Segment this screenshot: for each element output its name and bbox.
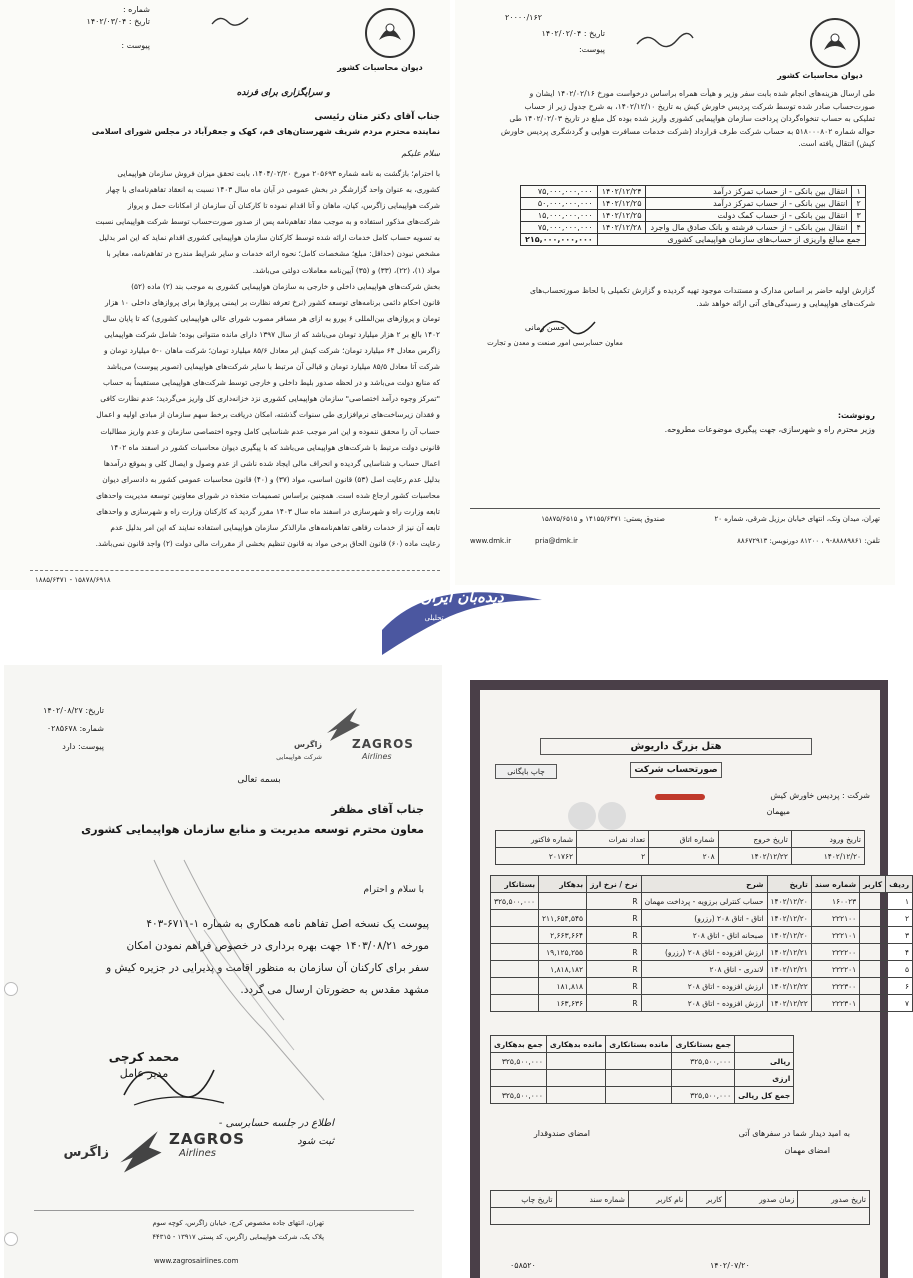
- brand-en: ZAGROS: [352, 737, 414, 751]
- column-header: شماره سند: [811, 876, 859, 893]
- cell-credit: [491, 944, 539, 961]
- cell-debit: ۱,۸۱۸,۱۸۲: [539, 961, 587, 978]
- doc-zagros-letter: [4, 665, 442, 1278]
- row-date: ۱۴۰۲/۱۲/۲۵: [597, 210, 646, 222]
- cell-credit: ۳۲۵,۵۰۰,۰۰۰: [491, 893, 539, 910]
- summary-value: [491, 1070, 547, 1087]
- body-line: "تمرکز وجوه درآمد اختصاصی" سازمان هواپیمایی کشوری نزد خزانه‌داری کل واریز می‌گردید؛ عدم نظارت کافی: [100, 394, 440, 404]
- guest-info-value: ۲۰۸: [649, 848, 719, 865]
- row-amount: ۵۰,۰۰۰,۰۰۰,۰۰۰: [521, 198, 598, 210]
- cell-debit: ۱۹,۱۲۵,۲۵۵: [539, 944, 587, 961]
- body-line: مشخص نبودن (حداقل: مبلغ؛ مشخصات کامل؛ نحوه ارائه خدمات و سایر شرایط مندرج در تفاهم‌نامه، مغایر با: [106, 249, 440, 259]
- recipient-title: نماینده محترم مردم شریف شهرستان‌های قم، کهک و جعفرآباد در مجلس شورای اسلامی: [91, 127, 440, 136]
- body-line: به تسویه حساب کامل خدمات ارائه شده توسط کارکنان سازمان هواپیمایی کشوری اقدام نماید که این امر بدلیل: [99, 233, 440, 243]
- hotel-name: هتل بزرگ داریوش: [540, 738, 812, 755]
- cell-no: ۵: [886, 961, 913, 978]
- body-line: قانون احکام دائمی برنامه‌های توسعه کشور (نرخ تعرفه نظارت بر ایمنی پروازها برای پروازهای داخلی ۱۰ هزار: [104, 297, 440, 307]
- summary-header: مانده بدهکاری: [546, 1036, 605, 1053]
- org-name: دیوان محاسبات کشور: [777, 71, 863, 80]
- cell-desc: ارزش افزوده - اتاق ۲۰۸ (رزرو): [641, 944, 767, 961]
- footer-date: ۱۴۰۲/۰۷/۲۰: [710, 1261, 750, 1270]
- punch-hole-icon: [4, 1232, 18, 1246]
- guest-info-value: ۱۴۰۲/۱۲/۲۲: [718, 848, 791, 865]
- brand-en-sub: Airlines: [362, 752, 392, 761]
- cell-doc: ۲۲۲۳۰۱: [811, 995, 859, 1012]
- cell-rate: R: [587, 978, 642, 995]
- intro-line: طی ارسال هزینه‌های انجام شده بابت سفر وزیر و هیأت همراه براساس درخواست مورخ ۱۴۰۲/۰۲/۱۶ ایشان و: [529, 89, 875, 98]
- body-line: که منابع دولت می‌باشد و در لحظه صدور بلیط داخلی و خارجی توسط شرکت‌های هواپیمایی مستقیماً به حساب: [103, 378, 440, 388]
- column-header: بدهکار: [539, 876, 587, 893]
- column-header: شرح: [641, 876, 767, 893]
- cell-rate: R: [587, 893, 642, 910]
- recipient: جناب آقای مظفر: [331, 803, 424, 816]
- body-line: حساب آن را محقق ننموده و این امر موجب عدم شناسایی کامل وجوه اختصاصی سازمان و عدم واریز مطالبات: [100, 426, 440, 436]
- footer-label: نام کاربر: [628, 1191, 686, 1208]
- cell-date: ۱۴۰۲/۱۲/۲۲: [767, 978, 811, 995]
- intro-line: تملیکی به حساب تنخواه‌گردان پرداخت سازمان هواپیمایی کشوری واریز شده بوده کل مبلغ در تاریخ ۱۴۰۲/۰۲/۰۳ طی: [509, 114, 875, 123]
- cell-doc: ۲۲۲۲۰۱: [811, 961, 859, 978]
- body-line: مواد (۱)، (۲۲)، (۳۳) و (۳۵) آیین‌نامه معاملات دولتی می‌باشد.: [252, 265, 440, 275]
- footer-phone: تلفن: ۸۸۸۸۹۸۶۱-۹ ، ۸۱۲۰۰ دورنویس: ۸۸۶۷۲۹۱۳: [737, 537, 880, 545]
- summary-value: [606, 1087, 672, 1104]
- greeting: سلام علیکم: [401, 149, 440, 158]
- closing-line: شرکت‌های هواپیمایی و رسیدگی‌های آتی ارائه خواهد شد.: [696, 298, 875, 308]
- transfer-row: [521, 186, 866, 198]
- brand-fa-sub: شرکت هواپیمایی: [276, 753, 322, 761]
- cell-no: ۲: [886, 910, 913, 927]
- row-amount: ۱۵,۰۰۰,۰۰۰,۰۰۰: [521, 210, 598, 222]
- summary-row: [491, 1087, 794, 1104]
- footer-web: www.zagrosairlines.com: [154, 1257, 239, 1265]
- row-amount: ۷۵,۰۰۰,۰۰۰,۰۰۰: [521, 186, 598, 198]
- summary-value: [546, 1070, 605, 1087]
- total-value: ۲۱۵,۰۰۰,۰۰۰,۰۰۰: [521, 234, 598, 246]
- cell-credit: [491, 995, 539, 1012]
- intro-text: [500, 88, 875, 151]
- cell-user: [860, 995, 886, 1012]
- number-value: ۰۲۸۵۶۷۸: [46, 724, 77, 733]
- heading: بسمه تعالی: [237, 775, 281, 785]
- invoice-row: [491, 944, 913, 961]
- body-line: سفر برای کارکنان آن سازمان به منظور اقامت و پذیرایی در جزیره کیش و: [106, 962, 429, 974]
- column-header: تاریخ: [767, 876, 811, 893]
- body-line: بدلیل عدم رعایت اصل (۵۳) قانون اساسی، مواد (۳۷) و (۴۰) قانون محاسبات عمومی کشور به دادسرای دیوان: [102, 474, 440, 484]
- cell-date: ۱۴۰۲/۱۲/۲۰: [767, 910, 811, 927]
- body-line: مشهد مقدس به حضورتان ارسال می گردد.: [240, 984, 429, 996]
- summary-value: ۳۲۵,۵۰۰,۰۰۰: [672, 1087, 735, 1104]
- cell-doc: ۱۶۰۰۲۳: [811, 893, 859, 910]
- cell-user: [860, 893, 886, 910]
- row-date: ۱۴۰۲/۱۲/۲۸: [597, 222, 646, 234]
- body-line: رعایت ماده (۶۰) قانون الحاق برخی مواد به قانون تنظیم بخشی از مقررات مالی دولت (۲) واجد قانون نمی‌باشد.: [95, 539, 440, 549]
- guest-info-value: ۲۰۱۷۶۲: [496, 848, 577, 865]
- cell-rate: R: [587, 995, 642, 1012]
- summary-value: [606, 1070, 672, 1087]
- summary-label: جمع کل ریالی: [735, 1087, 794, 1104]
- date-value: ۱۴۰۲/۰۲/۰۴: [541, 29, 582, 38]
- invoice-row: [491, 961, 913, 978]
- footer-divider: [30, 570, 440, 571]
- doc-audit-letter-left: [0, 0, 450, 590]
- cell-date: ۱۴۰۲/۱۲/۲۲: [767, 995, 811, 1012]
- cell-date: ۱۴۰۲/۱۲/۲۱: [767, 961, 811, 978]
- intro-line: حواله شماره ۵۱۸۰۰۰۸۰۲ به حساب شرکت طرف قرارداد (شرکت خدمات مسافرت هوایی و گردشگری پردیس خاورش: [500, 126, 875, 136]
- summary-value: ۳۲۵,۵۰۰,۰۰۰: [491, 1087, 547, 1104]
- handwritten-note: و سرایگزاری برای فرنده: [236, 88, 330, 98]
- company-value: پردیس خاورش کیش: [770, 791, 840, 800]
- cashier-signature-label: امضای صندوقدار: [533, 1129, 590, 1138]
- cell-user: [860, 944, 886, 961]
- date-label: تاریخ :: [583, 29, 605, 38]
- cell-no: ۶: [886, 978, 913, 995]
- stamp-brand-fa: زاگرس: [63, 1145, 109, 1160]
- body-line: شرکت آتا معادل ۸۵/۵ میلیارد تومان و قبالی آن مرتبط با سایر شرکت‌های هواپیمایی (تصویر پیوست) می‌باشد: [106, 362, 440, 372]
- intro-line: کیش) انتقال یافته است.: [798, 139, 875, 148]
- body-line: تابعه آن نیز از خدمات رفاهی تفاهم‌نامه‌های مارالذکر سازمان هواپیمایی استفاده نمایند که این امر بدلیل عدم: [110, 523, 440, 533]
- body-line: شرکت‌های مذکور استفاده و به موجب مفاد تفاهم‌نامه پس از صدور صورت‌حساب توسط شرکت هواپیمایی نسبت: [95, 217, 440, 227]
- emblem-icon: [365, 8, 415, 58]
- guest-info-label: تاریخ خروج: [718, 831, 791, 848]
- body-line: پیوست یک نسخه اصل تفاهم نامه همکاری به شماره ۱-۶۷۱۱-۴۰۳: [146, 918, 429, 930]
- footer-label: کاربر: [687, 1191, 726, 1208]
- guest-info-value: ۱۴۰۲/۱۲/۲۰: [791, 848, 864, 865]
- guest-signature-label: امضای مهمان: [784, 1146, 830, 1155]
- invoice-table: [490, 875, 913, 1012]
- cell-credit: [491, 910, 539, 927]
- footer-address: تهران، انتهای جاده مخصوص کرج، خیابان زاگرس، کوچه سوم: [152, 1219, 324, 1227]
- cell-doc: ۲۲۲۳۰۰: [811, 978, 859, 995]
- greeting: با سلام و احترام: [363, 885, 424, 895]
- column-header: ردیف: [886, 876, 913, 893]
- number-label: شماره:: [79, 724, 104, 733]
- cell-date: ۱۴۰۲/۱۲/۲۰: [767, 893, 811, 910]
- cell-user: [860, 961, 886, 978]
- guest-info-values-row: [496, 848, 865, 865]
- date-row: [40, 16, 150, 28]
- invoice-row: [491, 927, 913, 944]
- column-header: نرخ / نرخ ارز: [587, 876, 642, 893]
- guest-info-labels-row: [496, 831, 865, 848]
- footer-company: پلاک یک، شرکت هواپیمایی زاگرس، کد پستی ۱۳۹۱۷ - ۴۴۳۱۵: [152, 1233, 324, 1241]
- row-number: ۴: [852, 222, 865, 234]
- summary-label: ریالی: [735, 1053, 794, 1070]
- closing-text: [500, 285, 875, 310]
- attach-label: پیوست:: [77, 742, 104, 751]
- zagros-stamp-icon: [114, 1125, 164, 1179]
- invoice-row: [491, 978, 913, 995]
- recipient-title: معاون محترم توسعه مدیریت و منابع سازمان هواپیمایی کشوری: [81, 823, 424, 836]
- row-description: انتقال بین بانکی - از حساب فرشته و بانک صادق مال واجرد: [646, 222, 852, 234]
- cell-user: [860, 927, 886, 944]
- blur-circle-icon: [568, 802, 596, 830]
- date-label: تاریخ :: [128, 17, 150, 26]
- footer-code: ۰۵۸۵۲۰: [510, 1261, 536, 1270]
- body-line: محاسبات کشور ارجاع شده است. همچنین براساس تصمیمات متخذه در شورای معاونین توسعه مدیریت واحدهای: [96, 490, 440, 500]
- footer-address: تهران، میدان ونک، انتهای خیابان برزیل شرقی، شماره ۲۰: [714, 515, 880, 523]
- summary-row: [491, 1053, 794, 1070]
- cell-date: ۱۴۰۲/۱۲/۲۰: [767, 927, 811, 944]
- transfer-total-row: [521, 234, 866, 246]
- body-line: شرکت هواپیمایی زاگرس، کیان، ماهان و آتا اقدام نموده تا کارکنان آن سازمان از امکانات حمل و پرواز: [127, 201, 440, 211]
- recipient: جناب آقای دکتر متان رئیسی: [314, 112, 440, 122]
- summary-value: ۳۲۵,۵۰۰,۰۰۰: [491, 1053, 547, 1070]
- cc-label: رونوشت:: [837, 411, 875, 420]
- watermark-subtitle: پایگاه خبری تحلیلی: [424, 614, 480, 622]
- footer-postbox: صندوق پستی: ۱۴۱۵۵/۶۴۷۱ و ۱۵۸۷۵/۶۵۱۵: [541, 515, 665, 523]
- total-label: جمع مبالغ واریزی از حساب‌های سازمان هواپیمایی کشوری: [597, 234, 865, 246]
- footer-email: pria@dmk.ir: [535, 537, 578, 545]
- cell-rate: R: [587, 944, 642, 961]
- attach-label: پیوست :: [121, 41, 150, 50]
- signature-mark: [210, 12, 250, 34]
- cell-debit: ۲۱۱,۶۵۴,۵۴۵: [539, 910, 587, 927]
- date-row: [505, 28, 605, 40]
- invoice-footer-table: [490, 1190, 870, 1225]
- column-header: کاربر: [860, 876, 886, 893]
- company-label: شرکت :: [841, 791, 870, 800]
- row-amount: ۷۵,۰۰۰,۰۰۰,۰۰۰: [521, 222, 598, 234]
- footer-label: تاریخ صدور: [798, 1191, 870, 1208]
- footer-web: www.dmk.ir: [470, 537, 512, 545]
- date-value: ۱۴۰۲/۰۸/۲۷: [43, 706, 83, 715]
- invoice-row: [491, 910, 913, 927]
- number-label: شماره :: [122, 5, 150, 14]
- guest-info-label: شماره اتاق: [649, 831, 719, 848]
- punch-hole-icon: [4, 982, 18, 996]
- invoice-row: [491, 995, 913, 1012]
- company-row: [680, 790, 870, 802]
- body-line: زاگرس معادل ۶۴ میلیارد تومان؛ شرکت کیش ایر معادل ۸۵/۶ میلیارد تومان؛ شرکت ماهان ۰-۵ میلیارد تومان و: [103, 346, 440, 356]
- guest-info-label: شماره فاکتور: [496, 831, 577, 848]
- blur-circle-icon: [598, 802, 626, 830]
- summary-table: [490, 1035, 794, 1104]
- cell-desc: اتاق - اتاق ۲۰۸ (رزرو): [641, 910, 767, 927]
- cell-rate: R: [587, 927, 642, 944]
- watermark-title: دیده‌بان ایران: [420, 588, 504, 606]
- summary-value: [546, 1087, 605, 1104]
- date-label: تاریخ:: [85, 706, 104, 715]
- cell-desc: ارزش افزوده - اتاق ۲۰۸: [641, 995, 767, 1012]
- cell-user: [860, 978, 886, 995]
- body-line: و فقدان زیرساخت‌های نرم‌افزاری طی سنوات گذشته، امکان دریافت برخط سهم سازمان از مبادی اولیه و اعمال: [96, 410, 440, 420]
- ref-number: ۲۰۰۰۰/۱۶۲: [505, 13, 543, 22]
- attach-label: پیوست:: [578, 45, 605, 54]
- body-line: بخش شرکت‌های هواپیمایی داخلی و خارجی به سازمان هواپیمایی کشوری به موجب بند (۲) ماده (۵۲): [131, 281, 440, 291]
- summary-label: ارزی: [735, 1070, 794, 1087]
- doc-audit-report-right: [455, 0, 895, 585]
- closing-line: گزارش اولیه حاضر بر اساس مدارک و مستندات موجود تهیه گردیده و گزارش تکمیلی با لحاظ صورتحساب‌های: [529, 286, 875, 295]
- cc-text: وزیر محترم راه و شهرسازی، جهت پیگیری موضوعات مطروحه.: [664, 425, 875, 434]
- body-line: با احترام؛ بازگشت به نامه شماره ۲۰۵۶۹۳ مورخ ۱۴۰۴/۰۲/۲۰، بابت تحقق میزان فروش سازمان هواپیمایی: [117, 169, 440, 178]
- cell-no: ۴: [886, 944, 913, 961]
- cell-desc: ارزش افزوده - اتاق ۲۰۸: [641, 978, 767, 995]
- row-description: انتقال بین بانکی - از حساب تمرکز درآمد: [646, 198, 852, 210]
- body-line: تابعه وزارت راه و شهرسازی در اسفند ماه سال ۱۴۰۳ مقرر گردید که کارکنان وزارت راه و شهرسازی و واحدهای: [96, 506, 440, 516]
- summary-row: [491, 1070, 794, 1087]
- guest-label: میهمان: [766, 807, 790, 816]
- row-number: ۱: [852, 186, 865, 198]
- body-line: تومان و پروازهای بین‌المللی ۶ یورو به ازای هر مسافر مصوب شورای عالی هواپیمایی کشوری) که تا پایان سال: [102, 313, 440, 323]
- brand-fa: زاگرس: [293, 740, 322, 749]
- cell-doc: ۲۲۲۲۰۰: [811, 944, 859, 961]
- guest-info-label: تاریخ ورود: [791, 831, 864, 848]
- sign-title: مدیر عامل: [119, 1067, 169, 1080]
- body-line: کشوری، به عنوان واحد گزارشگر در بخش عمومی در آبان ماه سال ۱۴۰۳ نسبت به انعقاد تفاهم‌نامه‌ای با چهار: [106, 185, 440, 195]
- row-description: انتقال بین بانکی - از حساب کمک دولت: [646, 210, 852, 222]
- cell-desc: لاندری - اتاق ۲۰۸: [641, 961, 767, 978]
- summary-header: جمع بدهکاری: [491, 1036, 547, 1053]
- redaction-mark: [655, 794, 705, 800]
- number-row: [24, 723, 104, 735]
- row-number: ۲: [852, 198, 865, 210]
- footer-divider: [470, 508, 880, 509]
- attach-value: دارد: [62, 742, 76, 751]
- signature-mark: [635, 30, 695, 54]
- guest-info-table: [495, 830, 865, 865]
- cell-credit: [491, 978, 539, 995]
- body-line: قانونی دولت مرتبط با شرکت‌های هواپیمایی می‌باشد که با پیگیری دیوان محاسبات کشور در اسفند ماه ۱۴۰۲: [110, 442, 440, 452]
- cell-desc: حساب کنترلی برزویه - پرداخت مهمان: [641, 893, 767, 910]
- transfer-row: [521, 198, 866, 210]
- cell-credit: [491, 927, 539, 944]
- date-row: [24, 705, 104, 717]
- letter-body: [35, 166, 440, 552]
- cell-doc: ۲۲۲۱۰۱: [811, 927, 859, 944]
- summary-value: [546, 1053, 605, 1070]
- watermark-logo: [372, 580, 547, 660]
- cell-credit: [491, 961, 539, 978]
- body-line: ۱۴۰۲ بالغ بر ۲ هزار میلیارد تومان می‌باشد که از سال ۱۳۹۷ دارای مانده متنوانی بوده؛ شامل شرکت هواپیمایی: [104, 329, 440, 339]
- cell-rate: R: [587, 961, 642, 978]
- footer-label: تاریخ چاپ: [491, 1191, 557, 1208]
- transfer-row: [521, 222, 866, 234]
- column-header: بستانکار: [491, 876, 539, 893]
- cell-debit: ۱۸۱,۸۱۸: [539, 978, 587, 995]
- org-name: دیوان محاسبات کشور: [337, 63, 423, 72]
- footer-label: شماره سند: [556, 1191, 628, 1208]
- cell-date: ۱۴۰۲/۱۲/۲۱: [767, 944, 811, 961]
- doc-title: صورتحساب شرکت: [630, 762, 722, 778]
- cell-no: ۳: [886, 927, 913, 944]
- cell-rate: R: [587, 910, 642, 927]
- date-value: ۱۴۰۲/۰۳/۰۴: [86, 17, 127, 26]
- row-description: انتقال بین بانکی - از حساب تمرکز درآمد: [646, 186, 852, 198]
- summary-header: جمع بستانکاری: [672, 1036, 735, 1053]
- body-line: مورخه ۱۴۰۳/۰۸/۲۱ جهت بهره برداری در خصوص فراهم نمودن امکان: [126, 940, 429, 952]
- invoice-row: [491, 893, 913, 910]
- body-line: اعمال حساب و شناسایی گردیده و انحراف مالی ایجاد شده ناشی از عدم وصول و ایصال کلی و بموقع درآمدها: [103, 458, 440, 468]
- cell-user: [860, 910, 886, 927]
- cell-no: ۱: [886, 893, 913, 910]
- print-button[interactable]: چاپ بایگانی: [495, 764, 557, 779]
- guest-info-label: تعداد نفرات: [577, 831, 649, 848]
- summary-header: مانده بستانکاری: [606, 1036, 672, 1053]
- row-date: ۱۴۰۲/۱۲/۲۵: [597, 198, 646, 210]
- cell-desc: صبحانه اتاق - اتاق ۲۰۸: [641, 927, 767, 944]
- summary-value: [672, 1070, 735, 1087]
- transfer-table: [520, 185, 866, 246]
- cell-doc: ۲۲۲۱۰۰: [811, 910, 859, 927]
- signer-name: حسن زمانی: [524, 323, 566, 332]
- summary-value: ۳۲۵,۵۰۰,۰۰۰: [672, 1053, 735, 1070]
- emblem-icon: [810, 18, 860, 68]
- stamp-brand-en: ZAGROS: [169, 1130, 245, 1148]
- footer-label: زمان صدور: [726, 1191, 798, 1208]
- intro-line: صورت‌حساب صادر شده توسط شرکت پردیس خاورش کیش به تاریخ ۱۴۰۲/۱۲/۱۰، به شرح جدول زیر از حساب: [524, 101, 875, 111]
- cell-debit: [539, 893, 587, 910]
- summary-value: [606, 1053, 672, 1070]
- cell-debit: ۱۶۳,۶۳۶: [539, 995, 587, 1012]
- stamp-brand-en-sub: Airlines: [179, 1148, 216, 1159]
- row-date: ۱۴۰۲/۱۲/۲۴: [597, 186, 646, 198]
- cell-no: ۷: [886, 995, 913, 1012]
- transfer-row: [521, 210, 866, 222]
- cell-debit: ۲,۶۶۳,۶۶۴: [539, 927, 587, 944]
- row-number: ۳: [852, 210, 865, 222]
- footer-divider: [34, 1210, 414, 1211]
- signer-title: معاون حسابرسی امور صنعت و معدن و تجارت: [487, 339, 623, 347]
- sign-name: محمد کرچی: [108, 1050, 180, 1064]
- thanks-text: به امید دیدار شما در سفرهای آتی: [738, 1129, 850, 1138]
- guest-info-value: ۲: [577, 848, 649, 865]
- doc-hotel-invoice: [480, 690, 910, 1278]
- footer-numbers: ۱۸۸۵/۶۴۷۱ - ۱۵۸۷۸/۶۹۱۸: [35, 576, 111, 584]
- attach-row: [24, 741, 104, 753]
- letter-body: [44, 913, 429, 1001]
- handwritten-note: اطلاع در جلسه حسابرسی - ثبت شود: [218, 1118, 334, 1147]
